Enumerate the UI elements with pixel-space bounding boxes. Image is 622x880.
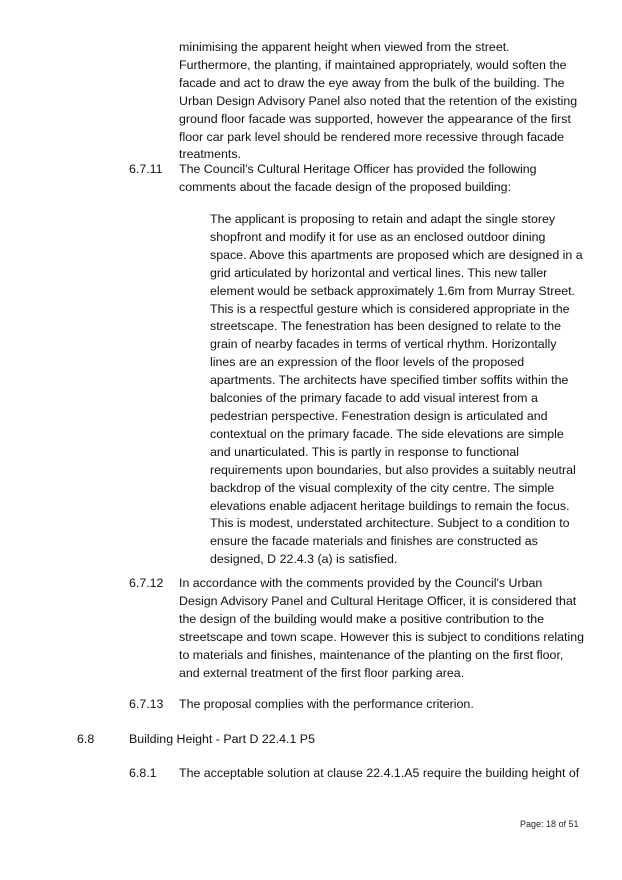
section-number-6-7-12: 6.7.12 — [129, 576, 164, 590]
section-heading-building-height: Building Height - Part D 22.4.1 P5 — [129, 732, 315, 746]
section-number-6-7-13: 6.7.13 — [129, 697, 164, 711]
continuation-paragraph: minimising the apparent height when viewed from the street. Furthermore, the planting, if maintained appropriately, would soften the facade and act to draw the eye away from the bulk of the building. The Urban Design Advisory Panel also noted that the retention of the existing ground floor facade was supported, however the appearance of the first floor car park level should be rendered more recessive through facade treatments. — [179, 40, 578, 162]
section-text-6-7-12: In accordance with the comments provided by the Council's Urban Design Advisory Panel and Cultural Heritage Officer, it is considered that the design of the building would make a positive contribution to the streetscape and town scape. However this is subject to conditions relating to materials and finishes, maintenance of the planting on the first floor, and external treatment of the first floor parking area. — [179, 576, 584, 680]
section-text-6-7-11: The Council's Cultural Heritage Officer has provided the following comments about the facade design of the proposed building: — [179, 162, 537, 194]
section-text-6-7-13: The proposal complies with the performance criterion. — [179, 697, 474, 711]
section-text-6-8-1: The acceptable solution at clause 22.4.1.A5 require the building height of — [179, 766, 580, 780]
page-number-footer: Page: 18 of 51 — [520, 819, 579, 829]
section-number-6-8-1: 6.8.1 — [129, 766, 157, 780]
heritage-officer-quote: The applicant is proposing to retain and adapt the single storey shopfront and modify it for use as an enclosed outdoor dining space. Above this apartments are proposed which are designed in a grid articulated by horizontal and vertical lines. This new taller element would be setback approximately 1.6m from Murray Street. This is a respectful gesture which is considered appropriate in the streetscape. The fenestration has been designed to relate to the grain of nearby facades in terms of vertical rhythm. Horizontally lines are an expression of the floor levels of the proposed apartments. The architects have specified timber soffits within the balconies of the primary facade to add visual interest from a pedestrian perspective. Fenestration design is articulated and contextual on the primary facade. The side elevations are simple and unarticulated. This is partly in response to functional requirements upon boundaries, but also provides a suitably neutral backdrop of the visual complexity of the city centre. The simple elevations enable adjacent heritage buildings to remain the focus. This is modest, understated architecture. Subject to a condition to ensure the facade materials and finishes are constructed as designed, D 22.4.3 (a) is satisfied. — [210, 212, 583, 567]
section-number-6-8: 6.8 — [77, 732, 95, 746]
section-number-6-7-11: 6.7.11 — [129, 162, 163, 176]
